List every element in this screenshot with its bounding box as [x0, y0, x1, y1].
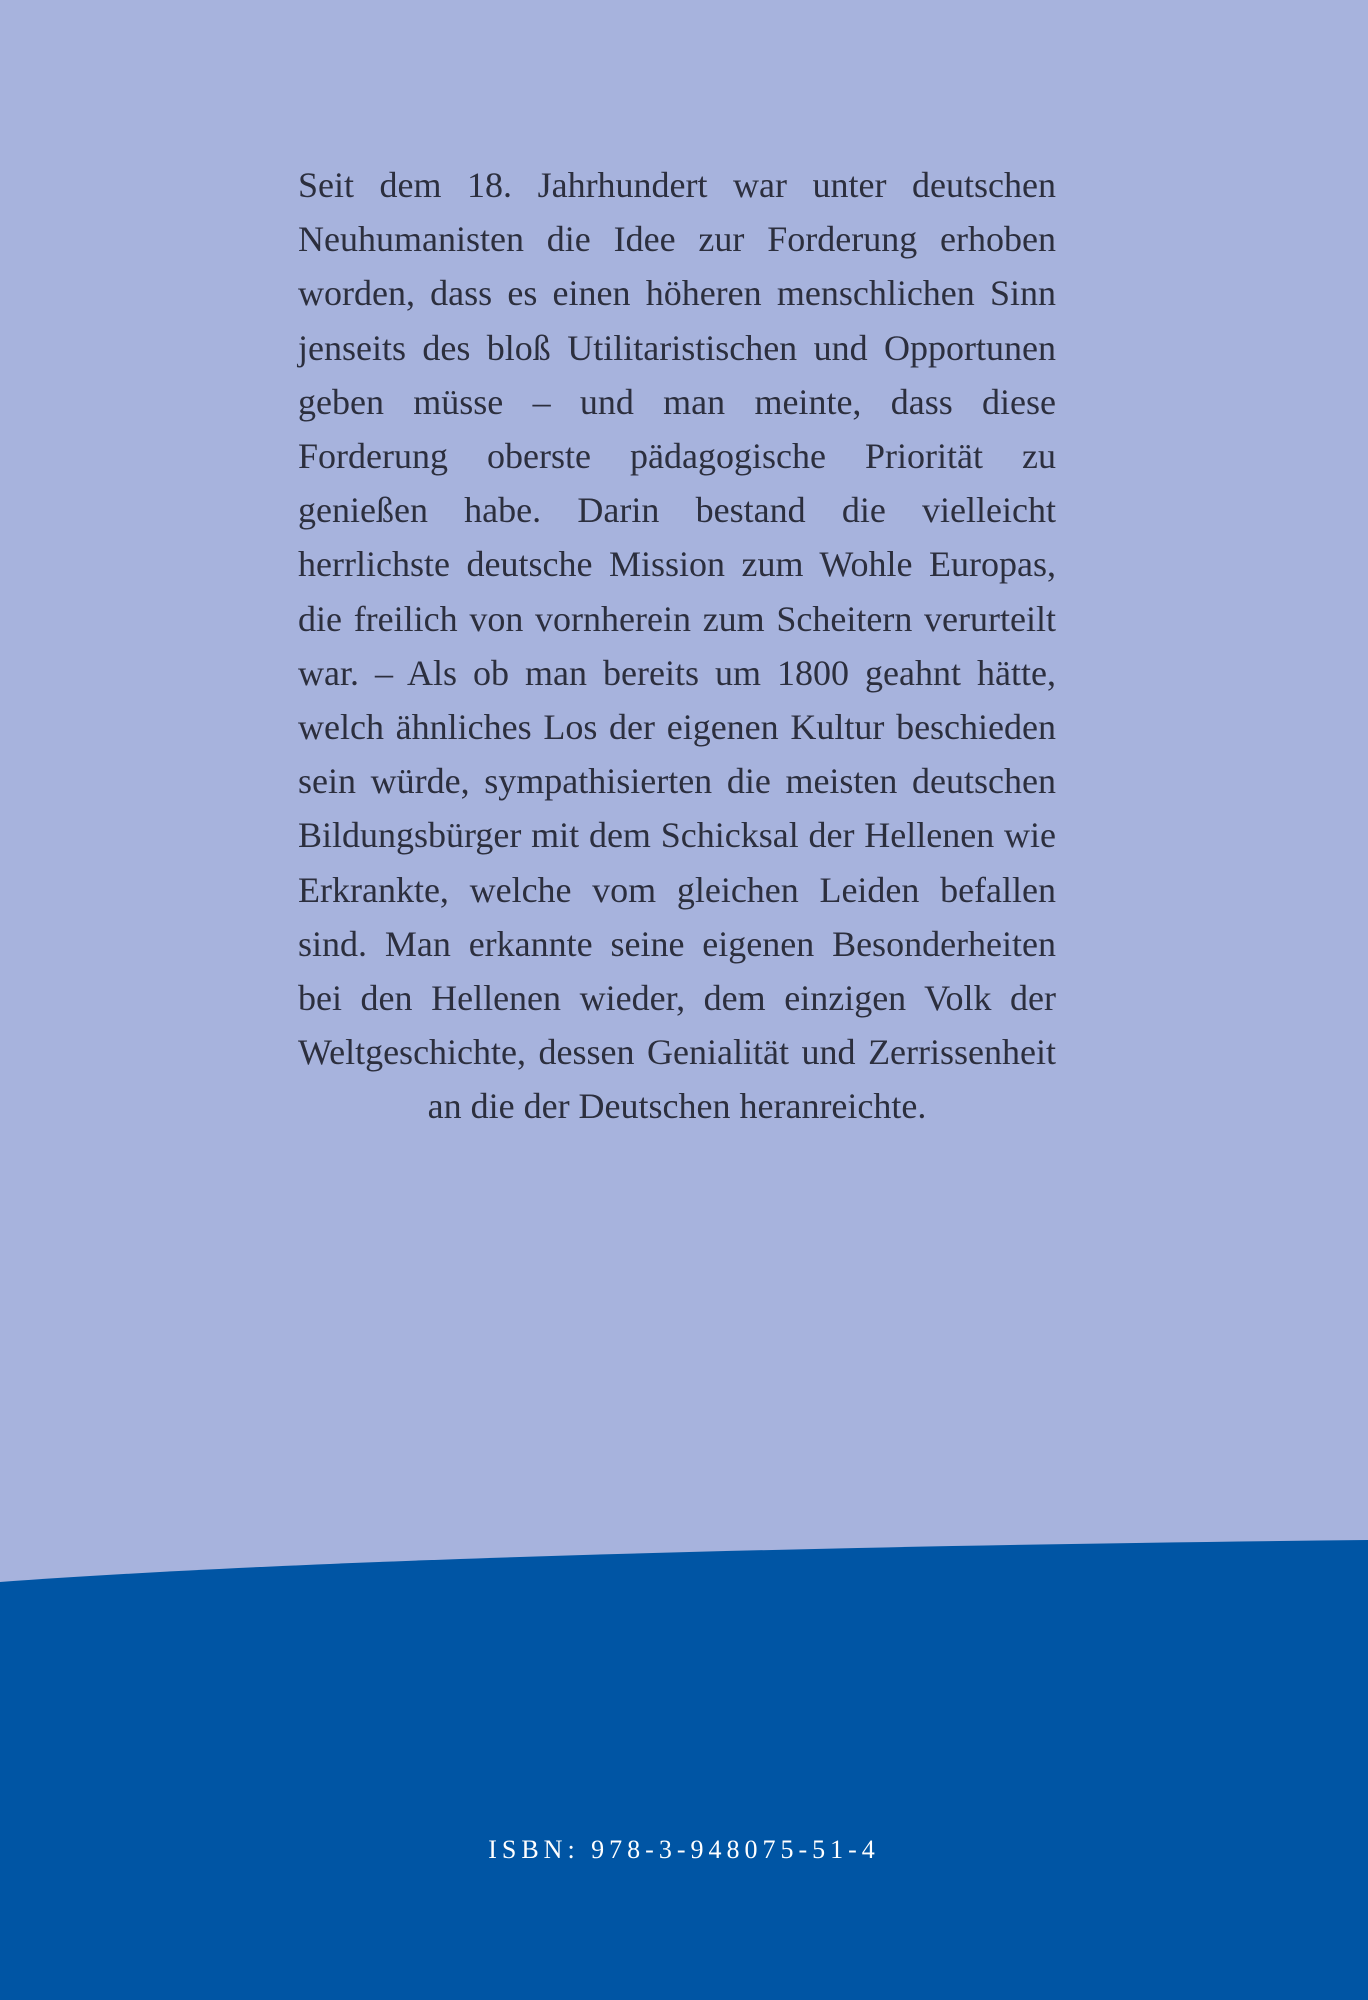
blue-wave-band	[0, 1530, 1368, 2000]
blurb-text: Seit dem 18. Jahrhundert war unter deutschen Neuhumanisten die Idee zur Forderung erhoben worden, dass es einen höheren menschlichen Sinn jenseits des bloß Utilitaristischen und Opportunen geben müsse – und man meinte, dass diese Forderung oberste pädagogische Priorität zu genießen habe. Darin bestand die vielleicht herrlichste deutsche Mission zum Wohle Europas, die freilich von vornherein zum Scheitern verurteilt war. – Als ob man bereits um 1800 geahnt hätte, welch ähnliches Los der eigenen Kultur beschieden sein würde, sympathisierten die meisten deutschen Bildungsbürger mit dem Schicksal der Hellenen wie Erkrankte, welche vom gleichen Leiden befallen sind. Man erkannte seine eigenen Besonderheiten bei den Hellenen wieder, dem einzigen Volk der Weltgeschichte, dessen Genialität und Zerrissenheit an die der Deutschen heranreichte.	[298, 165, 1056, 1127]
wave-shape	[0, 1540, 1368, 2000]
isbn-number: ISBN: 978-3-948075-51-4	[488, 1835, 880, 1864]
